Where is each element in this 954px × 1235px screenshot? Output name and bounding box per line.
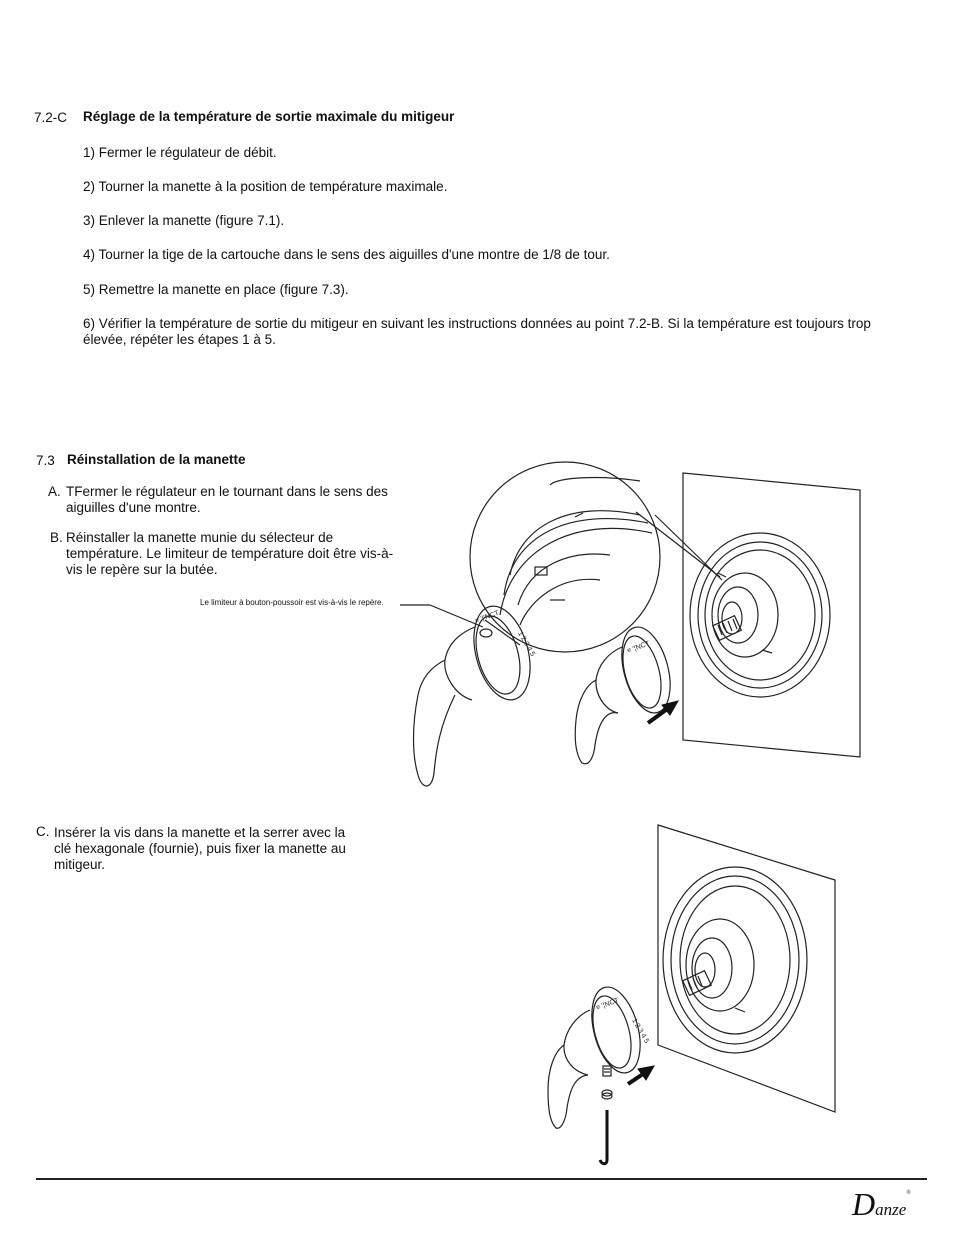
- section-72c-title: Réglage de la température de sortie maximale du mitigeur: [83, 109, 455, 124]
- step-a-text: TFermer le régulateur en le tournant dans le sens des aiguilles d'une montre.: [66, 484, 388, 515]
- step-c-text: Insérer la vis dans la manette et la serrer avec la clé hexagonale (fournie), puis fixer la manette au mitigeur.: [54, 825, 346, 872]
- logo-initial: D: [852, 1186, 876, 1222]
- svg-text:≡ ′¦NCT: ≡ ′¦NCT: [595, 997, 620, 1012]
- step-b-text: Réinstaller la manette munie du sélecteur de température. Le limiteur de température doit être vis-à-vis le repère sur la butée.: [66, 530, 394, 577]
- step-c-letter: C.: [36, 824, 50, 839]
- screw-insert-figure: [540, 820, 840, 1170]
- danze-logo: [852, 1186, 911, 1223]
- step-b-letter: B.: [50, 530, 63, 545]
- step-a-letter: A.: [48, 484, 61, 499]
- logo-rest: anze: [875, 1200, 907, 1219]
- step-1: 1) Fermer le régulateur de débit.: [83, 145, 277, 160]
- svg-text:≡ ′¦′NCT: ≡ ′¦′NCT: [474, 609, 501, 625]
- callout-label: Le limiteur à bouton-poussoir est vis-à-vis le repère.: [200, 598, 384, 607]
- step-4: 4) Tourner la tige de la cartouche dans le sens des aiguilles d'une montre de 1/8 de tour.: [83, 247, 610, 262]
- section-73-title: Réinstallation de la manette: [67, 452, 246, 467]
- section-73-number: 7.3: [36, 453, 55, 468]
- section-72c-number: 7.2-C: [34, 110, 68, 125]
- step-6: 6) Vérifier la température de sortie du mitigeur en suivant les instructions données au point 7.2-B. Si la température est toujours trop élevée, répéter les étapes 1 à 5.: [83, 316, 871, 347]
- svg-text:1 2 3 4 5: 1 2 3 4 5: [630, 1017, 650, 1045]
- svg-text:≡ ′¦NCT: ≡ ′¦NCT: [626, 640, 651, 655]
- handle-reinstall-figure: [400, 455, 870, 795]
- logo-mark: ®: [906, 1190, 911, 1196]
- step-3: 3) Enlever la manette (figure 7.1).: [83, 213, 285, 228]
- svg-text:1 2 3 4 5: 1 2 3 4 5: [516, 630, 536, 658]
- step-5: 5) Remettre la manette en place (figure 7.3).: [83, 282, 349, 297]
- footer-rule: [36, 1178, 927, 1180]
- step-2: 2) Tourner la manette à la position de température maximale.: [83, 179, 448, 194]
